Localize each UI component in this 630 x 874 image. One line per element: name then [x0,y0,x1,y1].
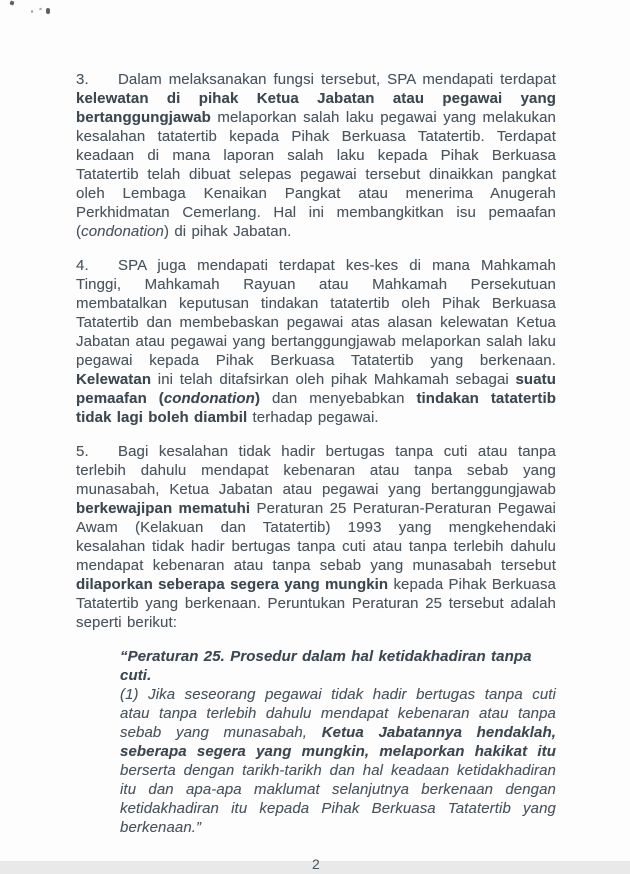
scan-artifact [46,8,50,14]
paragraph-3 [76,70,556,241]
paragraph-text: SPA juga mendapati terdapat kes-kes di mana Mahkamah Tinggi, Mahkamah Rayuan atau Mahkamah Persekutuan membatalkan keputusan tindakan tatatertib oleh Pihak Berkuasa Tatatertib dan membebaskan pegawai atas alasan kelewatan Ketua Jabatan atau pegawai yang bertanggungjawab melaporkan salah laku pegawai kepada Pihak Berkuasa Tatatertib yang berkenaan. Kelewatan ini telah ditafsirkan oleh pihak Mahkamah sebagai suatu pemaafan (condonation) dan menyebabkan tindakan tatatertib tidak lagi boleh diambil terhadap pegawai. [76,257,556,426]
quote-body: (1) Jika seseorang pegawai tidak hadir bertugas tanpa cuti atau tanpa terlebih dahulu mendapat kebenaran atau tanpa sebab yang munasabah, Ketua Jabatannya hendaklah, seberapa segera yang mungkin, melaporkan hakikat itu berserta dengan tarikh-tarikh dan hal keadaan ketidakhadiran itu dan apa-apa maklumat selanjutnya berkenaan dengan ketidakhadiran itu kepada Pihak Berkuasa Tatatertib yang berkenaan.” [120,686,556,836]
paragraph-text: Bagi kesalahan tidak hadir bertugas tanpa cuti atau tanpa terlebih dahulu mendapat kebenaran atau tanpa sebab yang munasabah, Ketua Jabatan atau pegawai yang bertanggungjawab berkewajipan mematuhi Peraturan 25 Peraturan-Peraturan Pegawai Awam (Kelakuan dan Tatatertib) 1993 yang mengkehendaki kesalahan tidak hadir bertugas tanpa cuti atau tanpa terlebih dahulu mendapat kebenaran atau tanpa sebab yang munasabah tersebut dilaporkan seberapa segera yang mungkin kepada Pihak Berkuasa Tatatertib yang berkenaan. Peruntukan Peraturan 25 tersebut adalah seperti berikut: [76,443,556,631]
paragraph-4 [76,256,556,427]
paragraph-5 [76,442,556,632]
paragraph-number: 4. [76,257,89,274]
paragraph-text: Dalam melaksanakan fungsi tersebut, SPA mendapati terdapat kelewatan di pihak Ketua Jabatan atau pegawai yang bertanggungjawab melaporkan salah laku pegawai yang melakukan kesalahan tatatertib kepada Pihak Berkuasa Tatatertib. Terdapat keadaan di mana laporan salah laku kepada Pihak Berkuasa Tatatertib telah dibuat selepas pegawai tersebut dinaikkan pangkat oleh Lembaga Kenaikan Pangkat atau menerima Anugerah Perkhidmatan Cemerlang. Hal ini membangkitkan isu pemaafan (condonation) di pihak Jabatan. [76,71,556,240]
scan-artifact [9,0,14,5]
paragraph-number: 3. [76,71,89,88]
quote-heading: “Peraturan 25. Prosedur dalam hal ketidakhadiran tanpa cuti. [120,648,532,684]
page-number: 2 [312,856,320,872]
scan-artifact [31,10,33,13]
scan-artifact [39,7,43,10]
regulation-quote-block [120,647,556,837]
paragraph-number: 5. [76,443,89,460]
document-body [76,70,556,874]
